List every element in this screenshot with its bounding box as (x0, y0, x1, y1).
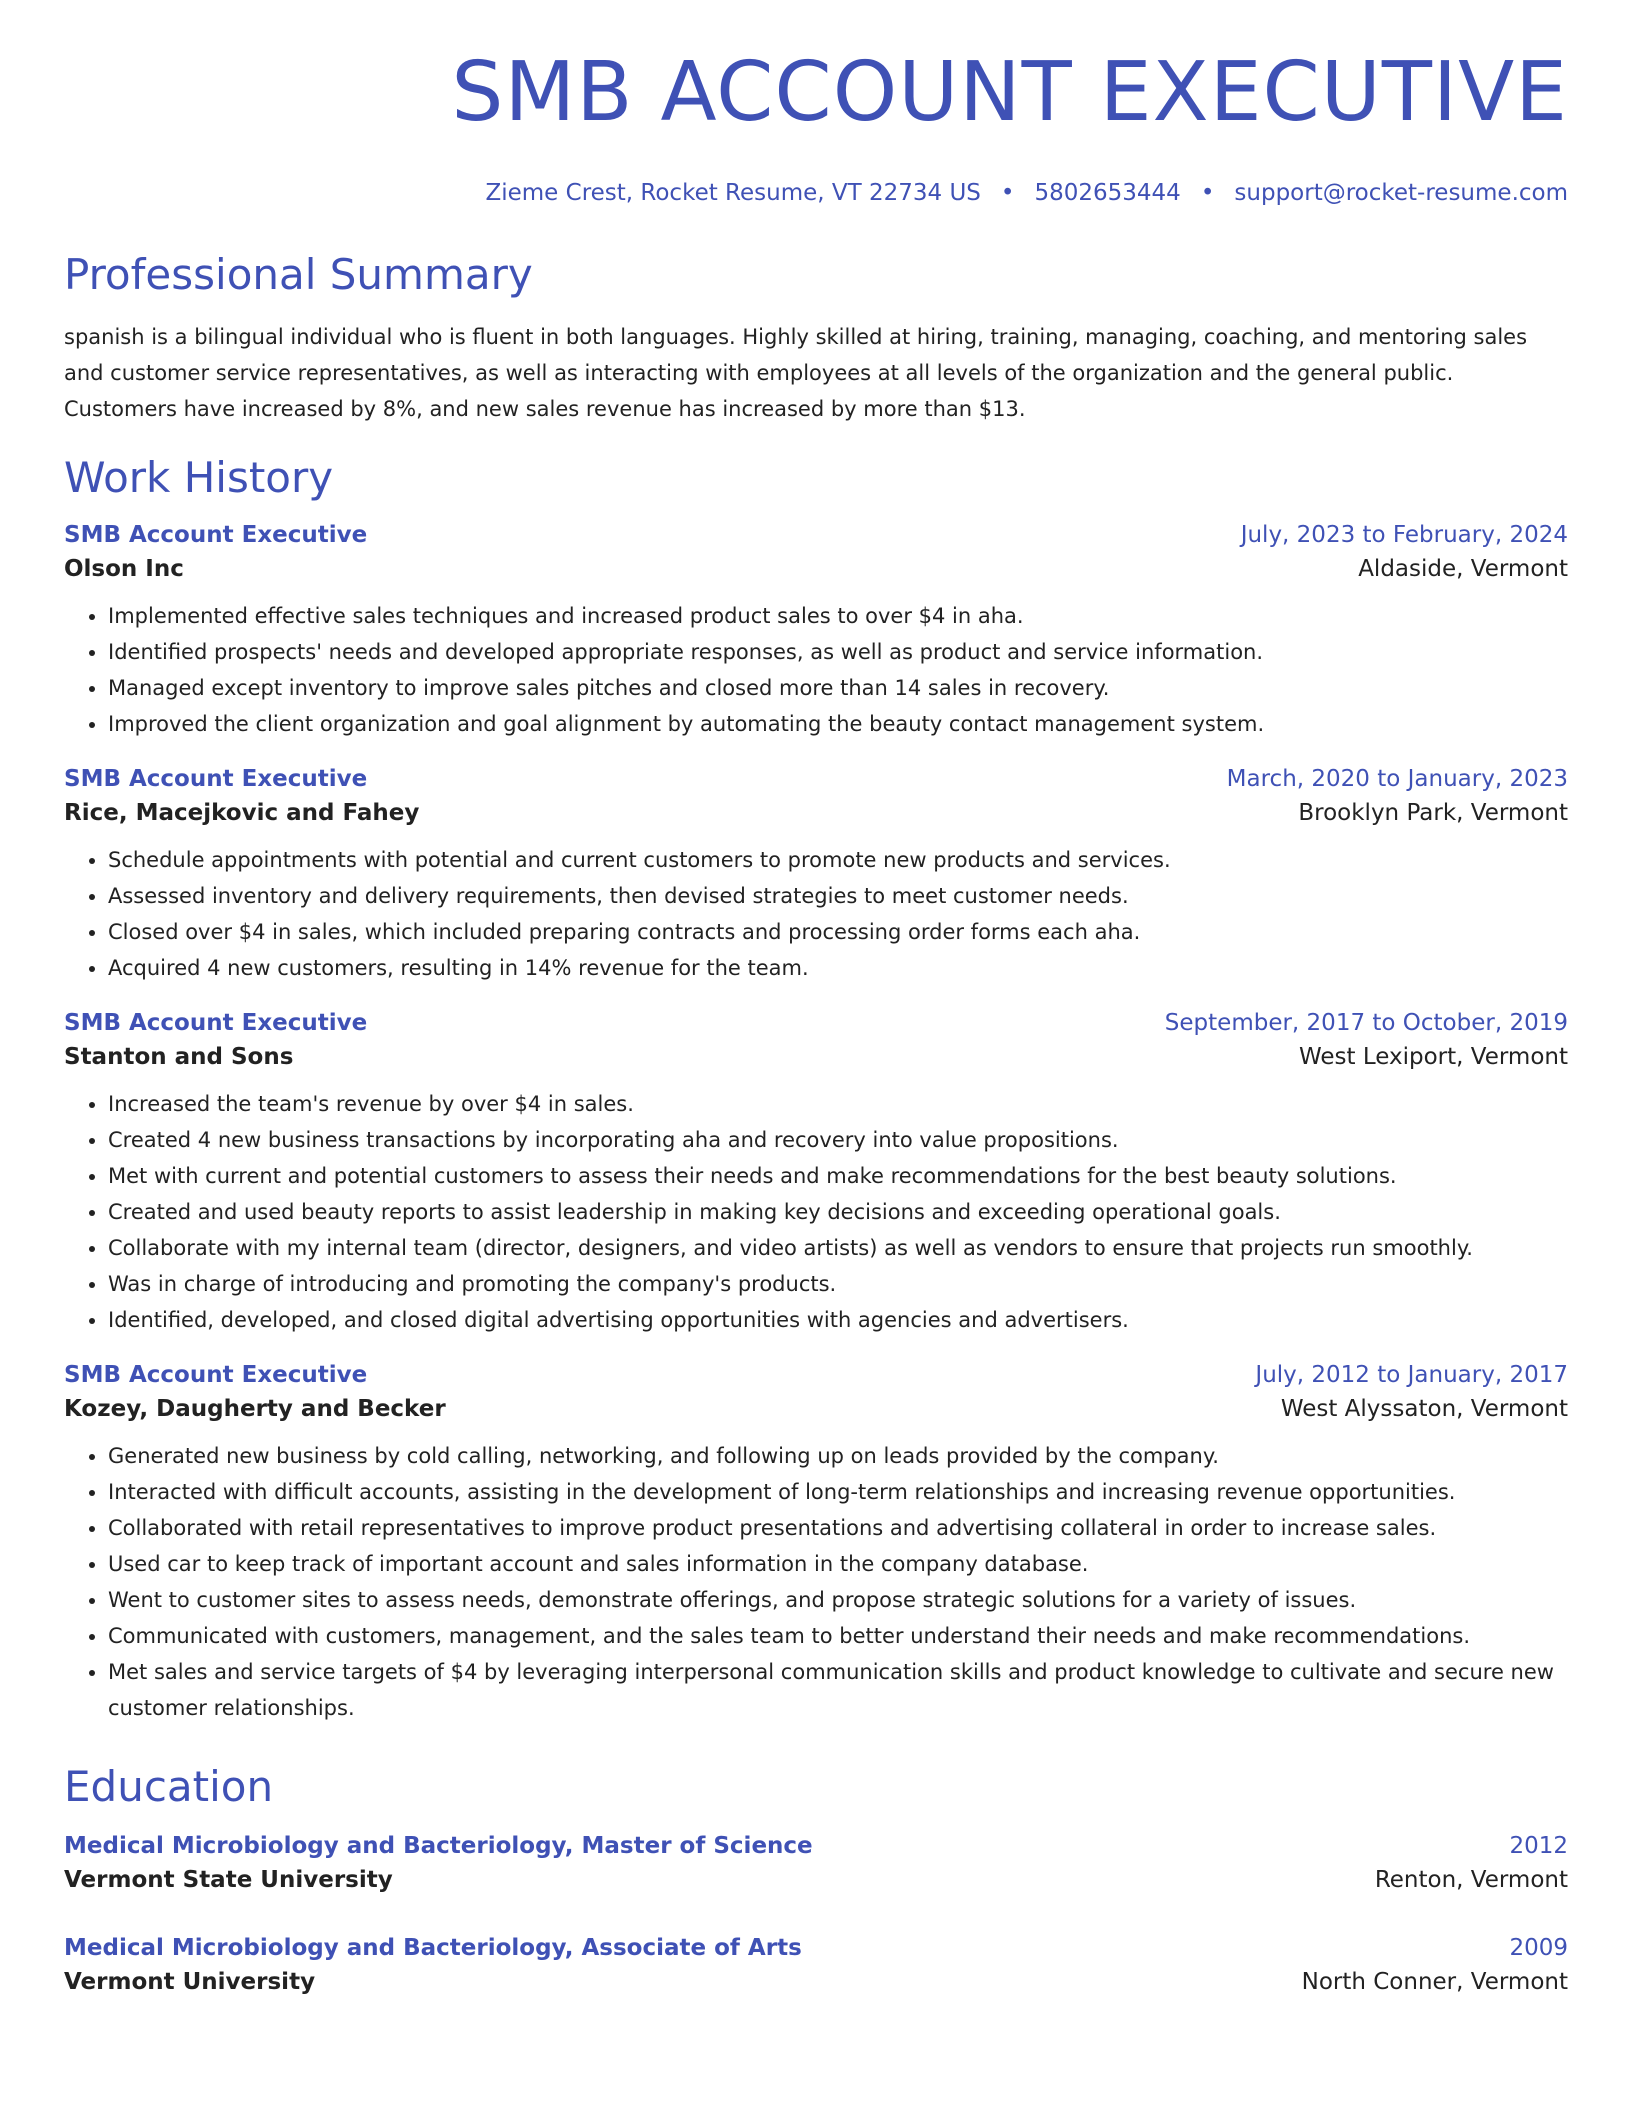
job-bullet: • Was in charge of introducing and promoting the company's products. (108, 1266, 1568, 1302)
contact-phone: 5802653444 (1034, 180, 1181, 206)
job-employer: Kozey, Daugherty and Becker (64, 1396, 446, 1422)
education-degree: Medical Microbiology and Bacteriology, Associate of Arts (64, 1935, 802, 1961)
contact-separator: • (1000, 180, 1015, 206)
job-bullet: • Improved the client organization and goal alignment by automating the beauty contact management system. (108, 706, 1568, 742)
contact-line (64, 180, 1568, 206)
job-bullet: • Identified prospects' needs and developed appropriate responses, as well as product and service information. (108, 634, 1568, 670)
job-location: West Lexiport, Vermont (1298, 1044, 1568, 1070)
contact-separator: • (1200, 180, 1215, 206)
job-location: West Alyssaton, Vermont (1280, 1396, 1568, 1422)
job-title: SMB Account Executive (64, 766, 368, 792)
job-bullet: • Met with current and potential customers to assess their needs and make recommendations for the best beauty solutions. (108, 1158, 1568, 1194)
job-bullet: • Closed over $4 in sales, which included preparing contracts and processing order forms each aha. (108, 914, 1568, 950)
job-dates: September, 2017 to October, 2019 (1164, 1010, 1568, 1036)
job-dates: July, 2012 to January, 2017 (1255, 1362, 1568, 1388)
summary-text: spanish is a bilingual individual who is fluent in both languages. Highly skilled at hiring, training, managing, coaching, and mentoring sales and customer service representatives, as well as interacting with employees at all levels of the organization and the general public. Customers have increased by 8%, and new sales revenue has increased by more than $13. (64, 325, 1528, 421)
job-bullet: • Communicated with customers, management, and the sales team to better understand their needs and make recommendations. (108, 1618, 1568, 1654)
education-school: Vermont University (64, 1969, 316, 1995)
education-year: 2009 (1509, 1935, 1568, 1961)
job-entry (64, 522, 1568, 742)
job-title: SMB Account Executive (64, 1010, 368, 1036)
job-bullets (64, 1086, 1568, 1338)
job-bullet: • Increased the team's revenue by over $4 in sales. (108, 1086, 1568, 1122)
contact-address: Zieme Crest, Rocket Resume, VT 22734 US (485, 180, 981, 206)
job-employer: Rice, Macejkovic and Fahey (64, 800, 420, 826)
job-bullet: • Created 4 new business transactions by incorporating aha and recovery into value propositions. (108, 1122, 1568, 1158)
job-bullet: • Assessed inventory and delivery requirements, then devised strategies to meet customer needs. (108, 878, 1568, 914)
job-employer: Olson Inc (64, 556, 184, 582)
job-bullet: • Used car to keep track of important account and sales information in the company database. (108, 1546, 1568, 1582)
job-bullet: • Schedule appointments with potential and current customers to promote new products and services. (108, 842, 1568, 878)
resume-title: SMB ACCOUNT EXECUTIVE (451, 45, 1568, 140)
education-degree: Medical Microbiology and Bacteriology, Master of Science (64, 1833, 813, 1859)
education-school: Vermont State University (64, 1867, 393, 1893)
education-location: North Conner, Vermont (1301, 1969, 1568, 1995)
job-dates: July, 2023 to February, 2024 (1240, 522, 1568, 548)
job-bullet: • Collaborated with retail representatives to improve product presentations and advertising collateral in order to increase sales. (108, 1510, 1568, 1546)
job-title: SMB Account Executive (64, 1362, 368, 1388)
education-heading: Education (64, 1762, 274, 1811)
job-bullet: • Went to customer sites to assess needs, demonstrate offerings, and propose strategic solutions for a variety of issues. (108, 1582, 1568, 1618)
job-bullet: • Identified, developed, and closed digital advertising opportunities with agencies and advertisers. (108, 1302, 1568, 1338)
job-bullet: • Acquired 4 new customers, resulting in 14% revenue for the team. (108, 950, 1568, 986)
job-title: SMB Account Executive (64, 522, 368, 548)
work-history-heading: Work History (64, 453, 334, 502)
summary-section (64, 250, 1568, 427)
job-bullet: • Met sales and service targets of $4 by leveraging interpersonal communication skills and product knowledge to cultivate and secure new customer relationships. (108, 1654, 1568, 1726)
summary-heading: Professional Summary (64, 250, 533, 299)
job-bullets (64, 1438, 1568, 1726)
job-bullet: • Generated new business by cold calling, networking, and following up on leads provided by the company. (108, 1438, 1568, 1474)
work-history-section (64, 453, 1568, 1726)
education-entry (64, 1833, 1568, 1893)
contact-email: support@rocket-resume.com (1234, 180, 1568, 206)
job-dates: March, 2020 to January, 2023 (1226, 766, 1568, 792)
job-bullet: • Collaborate with my internal team (director, designers, and video artists) as well as vendors to ensure that projects run smoothly. (108, 1230, 1568, 1266)
job-entry (64, 1010, 1568, 1338)
education-section (64, 1762, 1568, 1995)
job-bullet: • Implemented effective sales techniques and increased product sales to over $4 in aha. (108, 598, 1568, 634)
education-entry (64, 1935, 1568, 1995)
job-entry (64, 1362, 1568, 1726)
job-location: Aldaside, Vermont (1358, 556, 1568, 582)
education-year: 2012 (1509, 1833, 1568, 1859)
job-location: Brooklyn Park, Vermont (1298, 800, 1568, 826)
job-bullets (64, 598, 1568, 742)
job-bullets (64, 842, 1568, 986)
job-bullet: • Interacted with difficult accounts, assisting in the development of long-term relationships and increasing revenue opportunities. (108, 1474, 1568, 1510)
education-location: Renton, Vermont (1374, 1867, 1568, 1893)
job-employer: Stanton and Sons (64, 1044, 294, 1070)
job-bullet: • Created and used beauty reports to assist leadership in making key decisions and exceeding operational goals. (108, 1194, 1568, 1230)
job-bullet: • Managed except inventory to improve sales pitches and closed more than 14 sales in recovery. (108, 670, 1568, 706)
resume-header (64, 0, 1568, 206)
job-entry (64, 766, 1568, 986)
